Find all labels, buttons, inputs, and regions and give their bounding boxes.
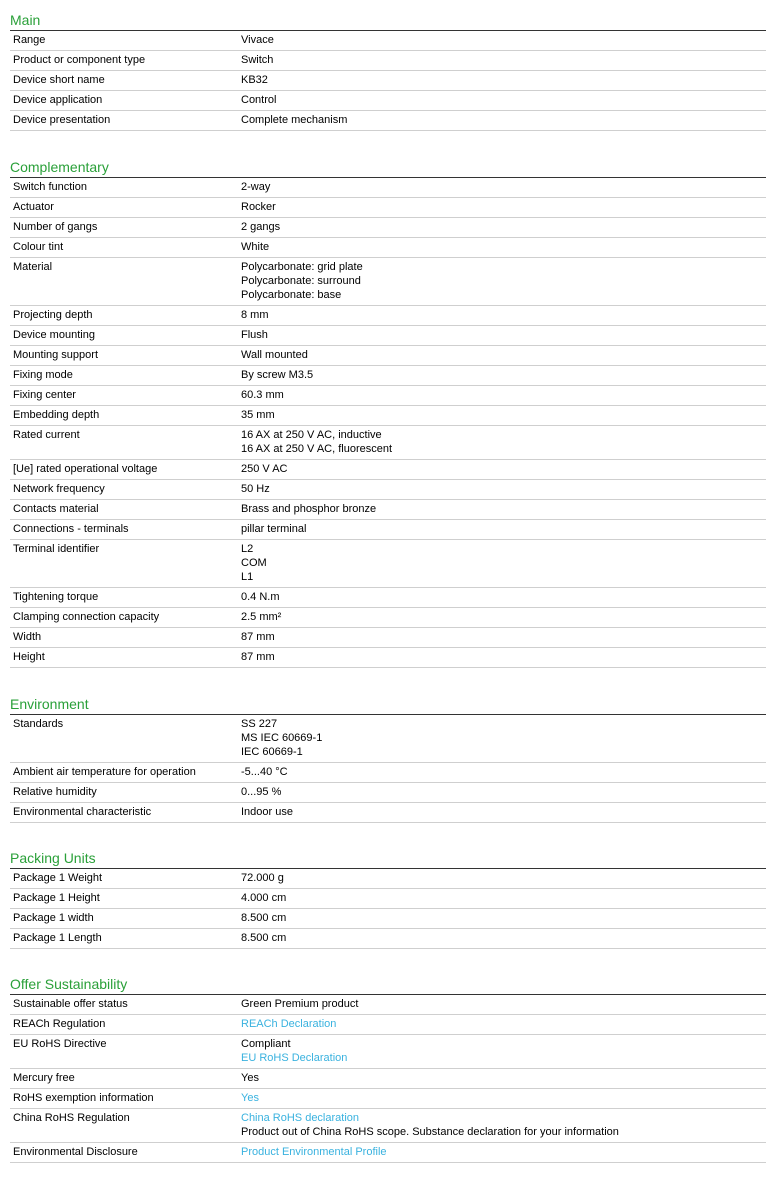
spec-row xyxy=(10,426,766,460)
spec-label: Fixing mode xyxy=(13,369,73,381)
spec-label: Tightening torque xyxy=(13,591,99,603)
spec-value: MS IEC 60669-1 xyxy=(241,732,323,744)
spec-label: Package 1 width xyxy=(13,912,94,924)
section-spacer xyxy=(10,949,766,976)
spec-values xyxy=(237,911,766,925)
section-complementary xyxy=(10,159,766,668)
spec-value: Compliant xyxy=(241,1038,291,1050)
spec-values xyxy=(237,1111,766,1139)
section-title: Complementary xyxy=(10,159,766,178)
spec-label: Rated current xyxy=(13,429,80,441)
spec-table xyxy=(10,715,766,823)
spec-values xyxy=(237,240,766,254)
spec-label: Standards xyxy=(13,718,64,730)
spec-label: Actuator xyxy=(13,201,54,213)
spec-values xyxy=(237,931,766,945)
spec-value: 0.4 N.m xyxy=(241,591,280,603)
spec-row xyxy=(10,1109,766,1143)
spec-value: 2.5 mm² xyxy=(241,611,282,623)
spec-label: Package 1 Length xyxy=(13,932,102,944)
section-main xyxy=(10,12,766,131)
spec-row xyxy=(10,540,766,588)
spec-row xyxy=(10,520,766,540)
spec-values xyxy=(237,220,766,234)
spec-values xyxy=(237,180,766,194)
spec-values xyxy=(237,482,766,496)
spec-values xyxy=(237,997,766,1011)
spec-row xyxy=(10,929,766,949)
spec-values xyxy=(237,1091,766,1105)
spec-label: Range xyxy=(13,34,46,46)
spec-value: 16 AX at 250 V AC, fluorescent xyxy=(241,443,393,455)
spec-values xyxy=(237,462,766,476)
spec-values xyxy=(237,805,766,819)
spec-label: Projecting depth xyxy=(13,309,93,321)
spec-row xyxy=(10,869,766,889)
spec-value: 8.500 cm xyxy=(241,932,287,944)
spec-value: 87 mm xyxy=(241,651,275,663)
spec-row xyxy=(10,763,766,783)
spec-values xyxy=(237,871,766,885)
spec-values xyxy=(237,522,766,536)
spec-value: -5...40 °C xyxy=(241,766,288,778)
spec-value: 60.3 mm xyxy=(241,389,284,401)
spec-value-link[interactable]: China RoHS declaration xyxy=(241,1112,360,1124)
section-packing-units xyxy=(10,850,766,949)
spec-label: Ambient air temperature for operation xyxy=(13,766,196,778)
spec-label: Relative humidity xyxy=(13,786,97,798)
section-spacer xyxy=(10,668,766,696)
spec-row xyxy=(10,1035,766,1069)
spec-label: Package 1 Weight xyxy=(13,872,103,884)
spec-label: EU RoHS Directive xyxy=(13,1038,107,1050)
spec-label: Colour tint xyxy=(13,241,64,253)
spec-label: REACh Regulation xyxy=(13,1018,106,1030)
spec-label: Number of gangs xyxy=(13,221,98,233)
spec-row xyxy=(10,326,766,346)
spec-row xyxy=(10,500,766,520)
spec-value: Brass and phosphor bronze xyxy=(241,503,377,515)
section-title: Offer Sustainability xyxy=(10,976,766,995)
spec-row xyxy=(10,588,766,608)
section-environment xyxy=(10,696,766,823)
spec-values xyxy=(237,785,766,799)
spec-label: Width xyxy=(13,631,42,643)
section-spacer xyxy=(10,823,766,850)
spec-value: 35 mm xyxy=(241,409,275,421)
spec-row xyxy=(10,91,766,111)
spec-values xyxy=(237,428,766,456)
spec-value: Yes xyxy=(241,1072,259,1084)
spec-value-link[interactable]: Yes xyxy=(241,1092,259,1104)
spec-row xyxy=(10,178,766,198)
spec-row xyxy=(10,803,766,823)
spec-table xyxy=(10,869,766,949)
spec-row xyxy=(10,608,766,628)
spec-row xyxy=(10,306,766,326)
spec-row xyxy=(10,995,766,1015)
spec-value-link[interactable]: REACh Declaration xyxy=(241,1018,337,1030)
spec-label: Material xyxy=(13,261,53,273)
section-spacer xyxy=(10,131,766,159)
spec-label: Environmental Disclosure xyxy=(13,1146,138,1158)
spec-value-link[interactable]: EU RoHS Declaration xyxy=(241,1052,348,1064)
spec-label: Device mounting xyxy=(13,329,95,341)
spec-label: Device application xyxy=(13,94,103,106)
spec-label: Mounting support xyxy=(13,349,98,361)
spec-values xyxy=(237,368,766,382)
spec-values xyxy=(237,388,766,402)
spec-row xyxy=(10,1015,766,1035)
spec-label: Network frequency xyxy=(13,483,105,495)
spec-values xyxy=(237,408,766,422)
spec-label: Sustainable offer status xyxy=(13,998,128,1010)
spec-values xyxy=(237,610,766,624)
spec-value: Polycarbonate: surround xyxy=(241,275,361,287)
section-title: Environment xyxy=(10,696,766,715)
spec-row xyxy=(10,1069,766,1089)
spec-label: [Ue] rated operational voltage xyxy=(13,463,158,475)
spec-value: Green Premium product xyxy=(241,998,359,1010)
spec-value: COM xyxy=(241,557,267,569)
spec-row xyxy=(10,111,766,131)
spec-value: 72.000 g xyxy=(241,872,284,884)
spec-value: 8.500 cm xyxy=(241,912,287,924)
spec-label: Environmental characteristic xyxy=(13,806,152,818)
spec-row xyxy=(10,258,766,306)
spec-label: Device short name xyxy=(13,74,105,86)
spec-table xyxy=(10,31,766,131)
spec-label: Contacts material xyxy=(13,503,99,515)
spec-values xyxy=(237,308,766,322)
spec-value: SS 227 xyxy=(241,718,278,730)
spec-values xyxy=(237,260,766,302)
spec-label: Fixing center xyxy=(13,389,76,401)
spec-row xyxy=(10,366,766,386)
spec-values xyxy=(237,630,766,644)
product-datasheet xyxy=(10,12,766,1163)
spec-value: KB32 xyxy=(241,74,268,86)
spec-values xyxy=(237,542,766,584)
spec-value: Switch xyxy=(241,54,274,66)
spec-label: Product or component type xyxy=(13,54,146,66)
spec-value: L2 xyxy=(241,543,254,555)
spec-label: China RoHS Regulation xyxy=(13,1112,130,1124)
spec-row xyxy=(10,1089,766,1109)
spec-row xyxy=(10,909,766,929)
spec-values xyxy=(237,1037,766,1065)
spec-row xyxy=(10,783,766,803)
spec-label: Connections - terminals xyxy=(13,523,129,535)
spec-value: Polycarbonate: grid plate xyxy=(241,261,363,273)
spec-values xyxy=(237,348,766,362)
spec-value: 2 gangs xyxy=(241,221,281,233)
spec-value-link[interactable]: Product Environmental Profile xyxy=(241,1146,387,1158)
section-offer-sustainability xyxy=(10,976,766,1163)
spec-row xyxy=(10,1143,766,1163)
spec-values xyxy=(237,33,766,47)
spec-values xyxy=(237,502,766,516)
spec-values xyxy=(237,53,766,67)
spec-value: Flush xyxy=(241,329,268,341)
spec-value: 50 Hz xyxy=(241,483,270,495)
spec-table xyxy=(10,995,766,1163)
spec-values xyxy=(237,93,766,107)
spec-value: 0...95 % xyxy=(241,786,282,798)
spec-value: 4.000 cm xyxy=(241,892,287,904)
spec-values xyxy=(237,1145,766,1159)
spec-value: Vivace xyxy=(241,34,274,46)
spec-table xyxy=(10,178,766,668)
spec-row xyxy=(10,715,766,763)
spec-row xyxy=(10,31,766,51)
section-title: Packing Units xyxy=(10,850,766,869)
spec-value: 2-way xyxy=(241,181,271,193)
spec-value: IEC 60669-1 xyxy=(241,746,303,758)
spec-values xyxy=(237,113,766,127)
spec-values xyxy=(237,1017,766,1031)
spec-value: Complete mechanism xyxy=(241,114,348,126)
spec-values xyxy=(237,765,766,779)
spec-row xyxy=(10,889,766,909)
spec-value: Wall mounted xyxy=(241,349,308,361)
spec-value: 250 V AC xyxy=(241,463,288,475)
spec-values xyxy=(237,650,766,664)
spec-values xyxy=(237,328,766,342)
spec-label: Package 1 Height xyxy=(13,892,100,904)
spec-row xyxy=(10,480,766,500)
spec-values xyxy=(237,717,766,759)
spec-label: RoHS exemption information xyxy=(13,1092,154,1104)
spec-row xyxy=(10,628,766,648)
spec-values xyxy=(237,200,766,214)
spec-label: Mercury free xyxy=(13,1072,75,1084)
spec-row xyxy=(10,51,766,71)
spec-value: 87 mm xyxy=(241,631,275,643)
spec-value: Product out of China RoHS scope. Substance declaration for your information xyxy=(241,1126,619,1138)
spec-values xyxy=(237,891,766,905)
spec-value: Rocker xyxy=(241,201,276,213)
section-title: Main xyxy=(10,12,766,31)
spec-value: 8 mm xyxy=(241,309,269,321)
spec-label: Embedding depth xyxy=(13,409,100,421)
spec-value: Polycarbonate: base xyxy=(241,289,342,301)
spec-row xyxy=(10,198,766,218)
spec-row xyxy=(10,71,766,91)
spec-row xyxy=(10,238,766,258)
spec-value: L1 xyxy=(241,571,254,583)
spec-row xyxy=(10,386,766,406)
spec-value: 16 AX at 250 V AC, inductive xyxy=(241,429,382,441)
spec-value: White xyxy=(241,241,270,253)
spec-row xyxy=(10,406,766,426)
spec-label: Device presentation xyxy=(13,114,111,126)
spec-values xyxy=(237,590,766,604)
spec-values xyxy=(237,1071,766,1085)
spec-values xyxy=(237,73,766,87)
spec-label: Height xyxy=(13,651,45,663)
spec-value: Indoor use xyxy=(241,806,293,818)
spec-row xyxy=(10,346,766,366)
spec-row xyxy=(10,460,766,480)
spec-value: Control xyxy=(241,94,277,106)
spec-value: By screw M3.5 xyxy=(241,369,314,381)
spec-label: Clamping connection capacity xyxy=(13,611,160,623)
spec-label: Switch function xyxy=(13,181,87,193)
spec-value: pillar terminal xyxy=(241,523,307,535)
spec-row xyxy=(10,648,766,668)
spec-label: Terminal identifier xyxy=(13,543,100,555)
spec-row xyxy=(10,218,766,238)
